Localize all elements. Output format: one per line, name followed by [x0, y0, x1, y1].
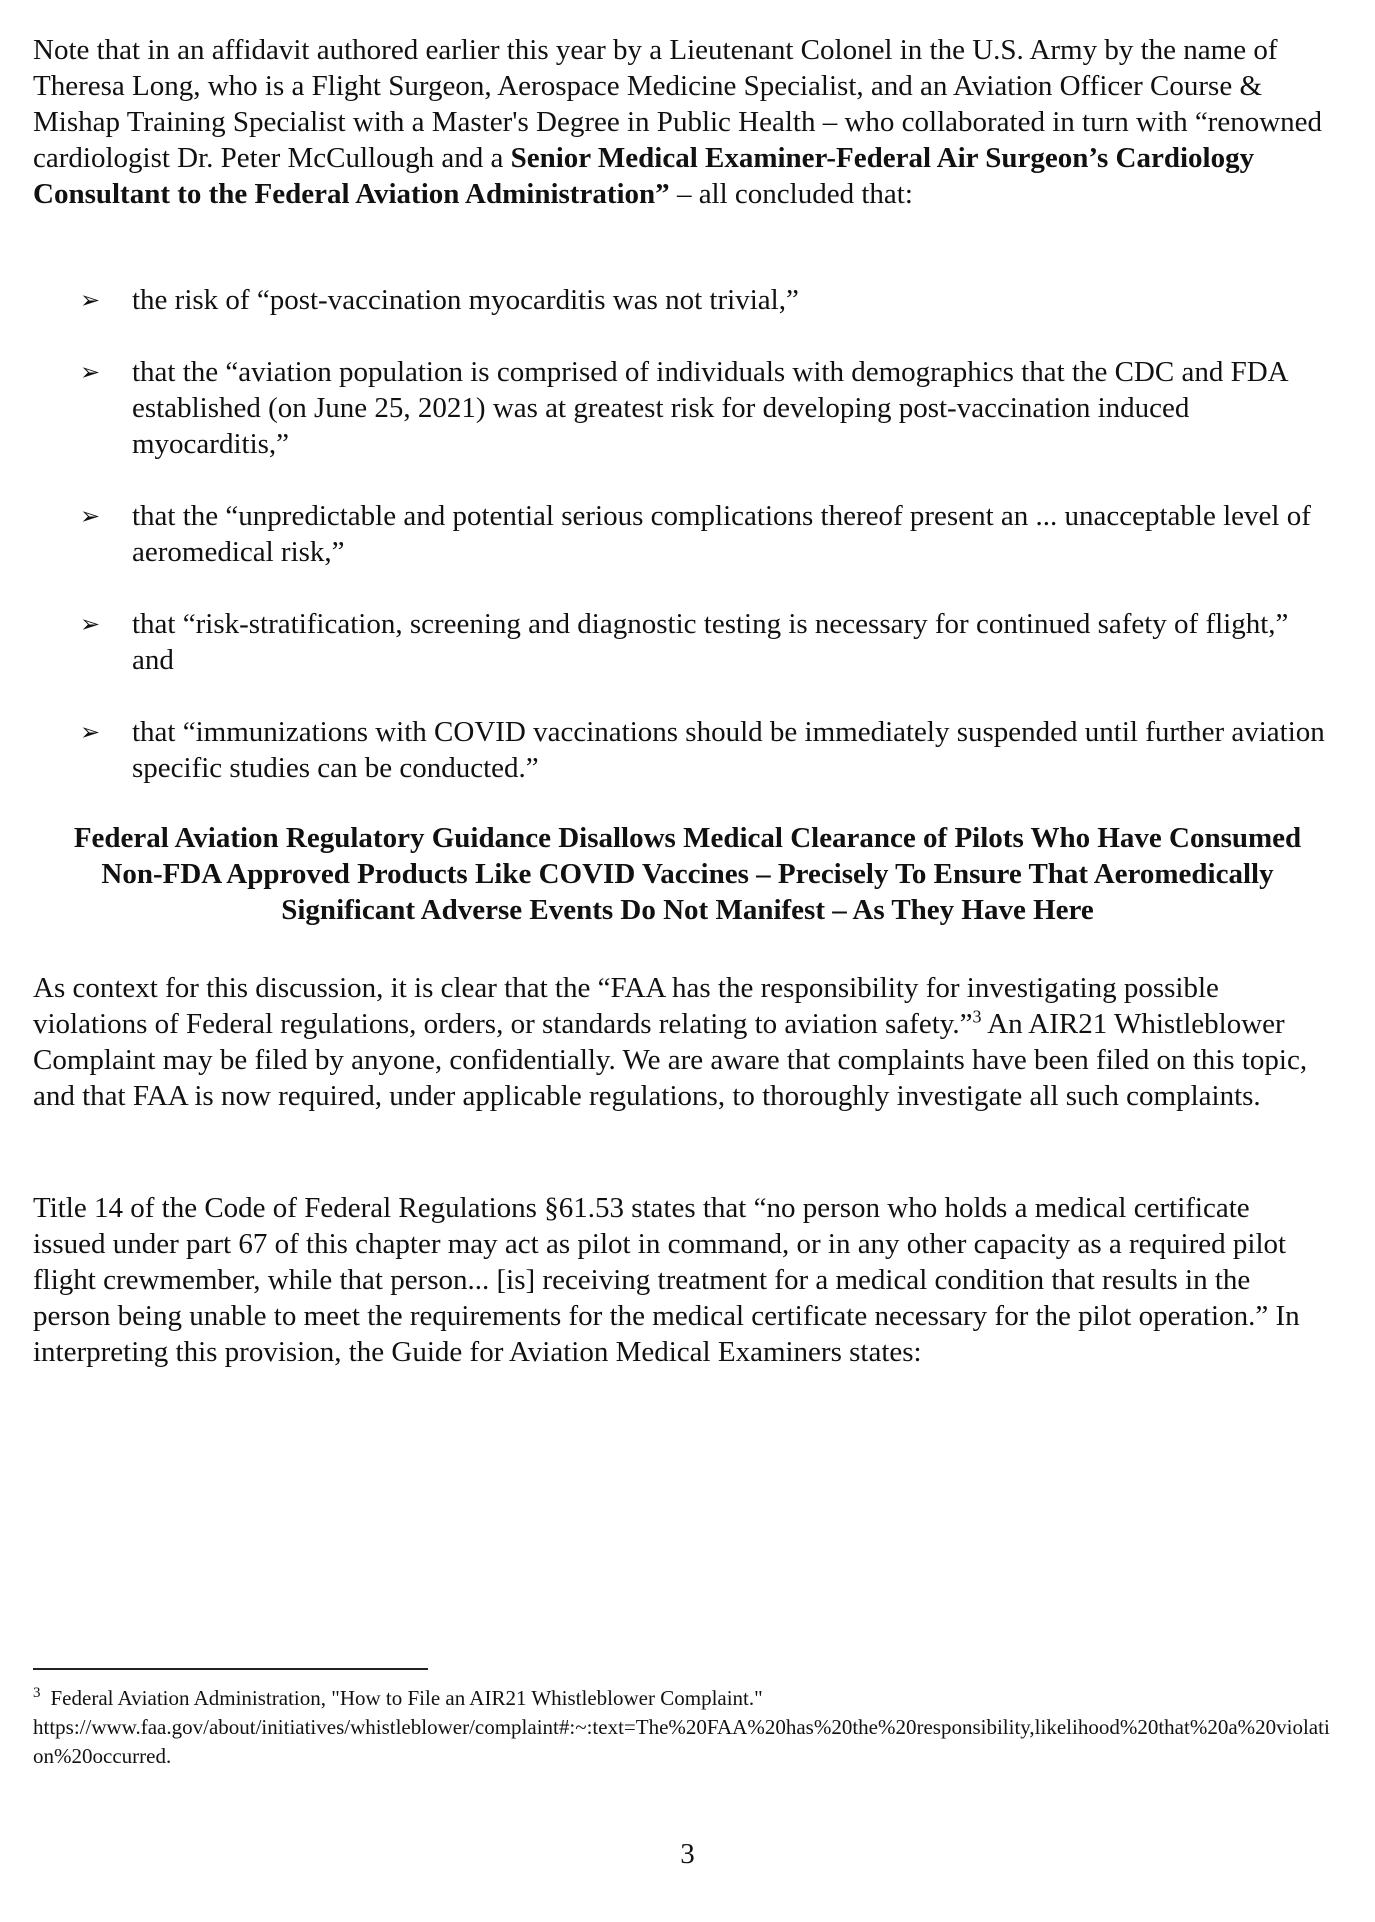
bullet-text: that “risk-stratification, screening and diagnostic testing is necessary for continued safety of flight,” and	[132, 608, 1289, 676]
page-number: 3	[680, 1838, 695, 1870]
arrow-bullet-icon: ➢	[80, 286, 101, 314]
context-paragraph	[33, 970, 1323, 1114]
footnote-reference[interactable]: 3	[972, 1006, 982, 1027]
intro-text-a: Note that in an affidavit authored earlier this year by a Lieutenant Colonel in the U.S. Army by the name of Theresa Long, who is a Flight Surgeon, Aerospace Medicine Specialist, and an Aviation Officer Course & Mishap Training Specialist with a Master's Degree in Public Health – who collaborated in turn with “renowned cardiologist Dr. Peter McCullough and a	[33, 34, 1323, 174]
bullet-text: the risk of “post-vaccination myocarditis was not trivial,”	[132, 284, 799, 316]
footnote-divider	[33, 1668, 428, 1670]
bullet-text: that the “aviation population is comprised of individuals with demographics that the CDC and FDA established (on June 25, 2021) was at greatest risk for developing post-vaccination induced myocarditis,”	[132, 356, 1287, 460]
intro-text-b: – all concluded that:	[669, 178, 913, 210]
intro-text-bold: Senior Medical Examiner-Federal Air Surgeon’s Cardiology Consultant to the Federal Aviation Administration”	[33, 142, 1255, 210]
section-heading: Federal Aviation Regulatory Guidance Disallows Medical Clearance of Pilots Who Have Consumed Non-FDA Approved Products Like COVID Vaccines – Precisely To Ensure That Aeromedically Significant Adverse Events Do Not Manifest – As They Have Here	[73, 822, 1302, 926]
bullet-text: that “immunizations with COVID vaccinations should be immediately suspended until further aviation specific studies can be conducted.”	[132, 716, 1325, 784]
context-text-a: As context for this discussion, it is clear that the “FAA has the responsibility for investigating possible violations of Federal regulations, orders, or standards relating to aviation safety.”	[33, 972, 1219, 1040]
arrow-bullet-icon: ➢	[80, 358, 101, 386]
footnote-text: Federal Aviation Administration, "How to File an AIR21 Whistleblower Complaint."	[50, 1686, 763, 1710]
footnote-url-link[interactable]: https://www.faa.gov/about/initiatives/whistleblower/complaint#:~:text=The%20FAA%20has%20the%20responsibility,likelihood%20that%20a%20violation%20occurred.	[33, 1715, 1330, 1768]
arrow-bullet-icon: ➢	[80, 718, 101, 746]
regulation-paragraph: Title 14 of the Code of Federal Regulations §61.53 states that “no person who holds a medical certificate issued under part 67 of this chapter may act as pilot in command, or in any other capacity as a required pilot flight crewmember, while that person... [is] receiving treatment for a medical condition that results in the person being unable to meet the requirements for the medical certificate necessary for the pilot operation.” In interpreting this provision, the Guide for Aviation Medical Examiners states:	[33, 1192, 1300, 1368]
arrow-bullet-icon: ➢	[80, 502, 101, 530]
intro-paragraph	[33, 32, 1323, 212]
arrow-bullet-icon: ➢	[80, 610, 101, 638]
footnote	[33, 1684, 1333, 1771]
context-text-b: An AIR21 Whistleblower Complaint may be filed by anyone, confidentially. We are aware that complaints have been filed on this topic, and that FAA is now required, under applicable regulations, to thoroughly investigate all such complaints.	[33, 1008, 1308, 1112]
footnote-number: 3	[33, 1685, 41, 1701]
bullet-text: that the “unpredictable and potential serious complications thereof present an ... unacceptable level of aeromedical risk,”	[132, 500, 1311, 568]
